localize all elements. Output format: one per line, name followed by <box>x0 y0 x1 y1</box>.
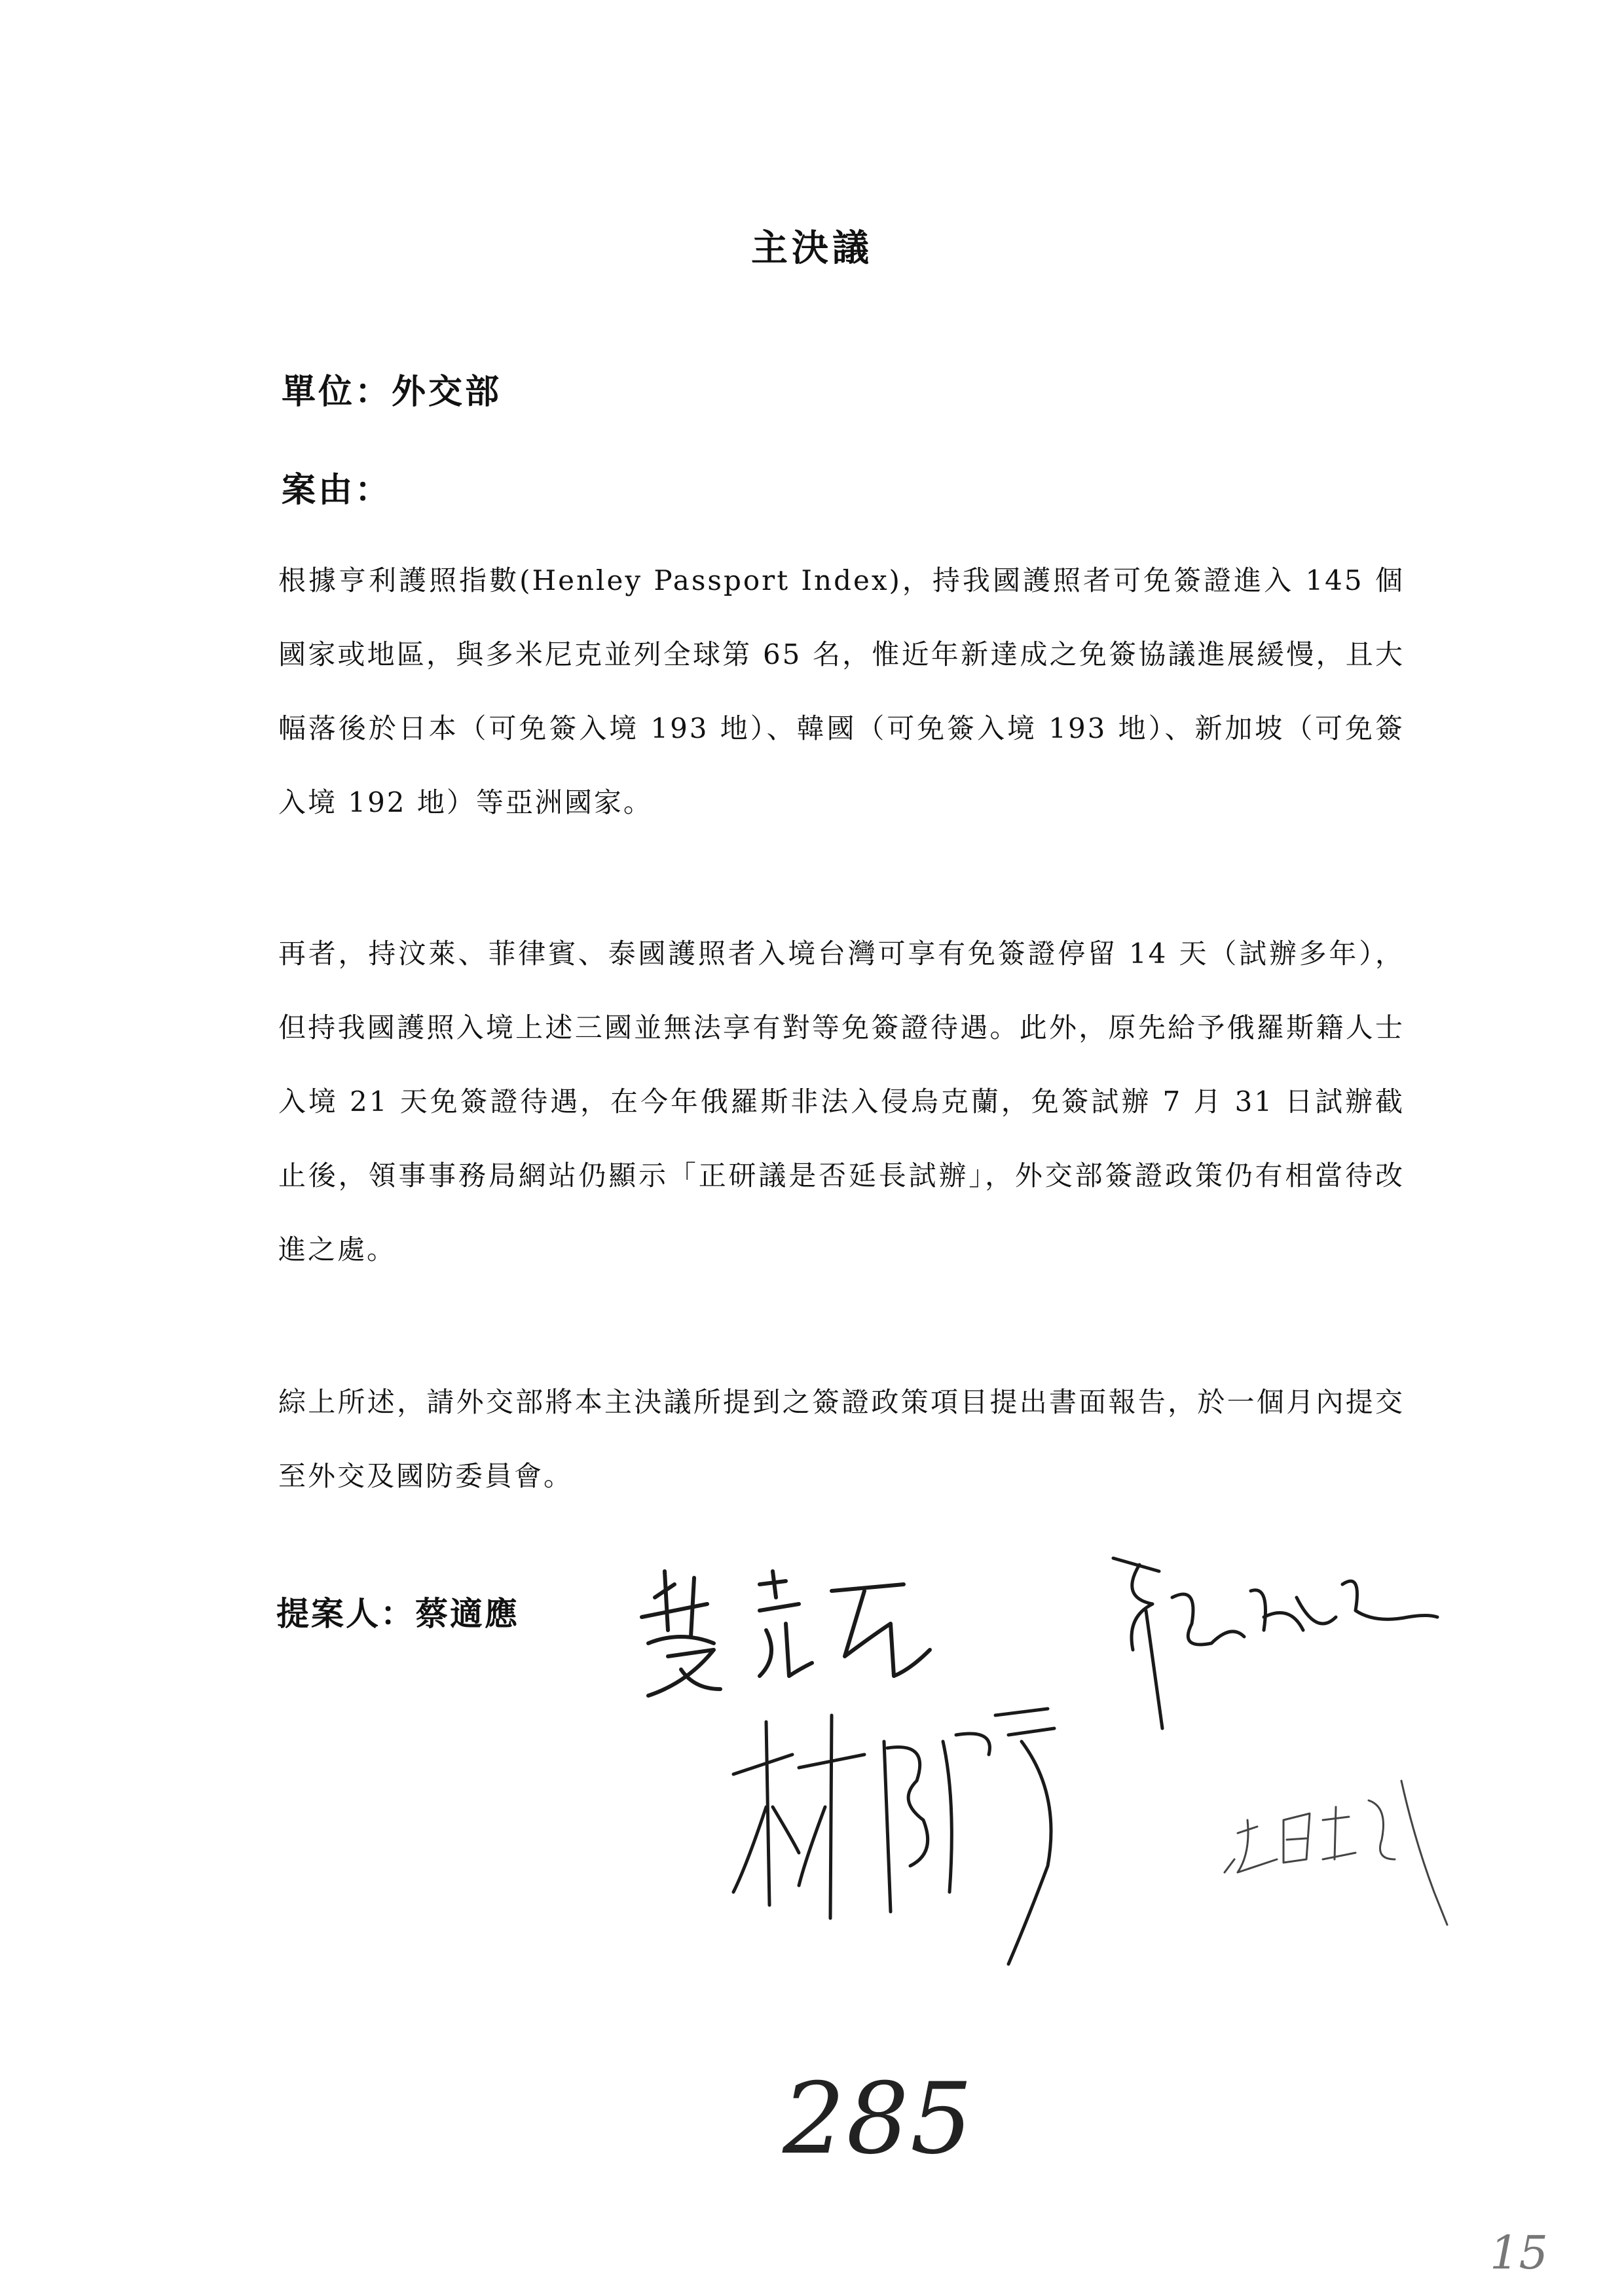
handwritten-signature-1 <box>629 1558 943 1709</box>
proposer-label: 提案人：蔡適應 <box>276 1594 519 1633</box>
handwritten-signature-4 <box>1218 1761 1480 1931</box>
page-title: 主決議 <box>751 227 873 270</box>
corner-handwritten-mark: 15 <box>1490 2226 1549 2280</box>
case-label: 案由： <box>282 470 392 510</box>
handwritten-signature-3 <box>720 1696 1087 1971</box>
unit-label: 單位：外交部 <box>282 372 502 412</box>
paragraph-passport-index: 根據亨利護照指數(Henley Passport Index)，持我國護照者可免簽證進入 145 個國家或地區，與多米尼克並列全球第 65 名，惟近年新達成之免簽協議進展緩慢，且大幅落後於日本（可免簽入境 193 地）、韓國（可免簽入境 193 地）、新加坡（可免簽入境 192 地）等亞洲國家。 <box>278 564 1405 818</box>
paragraph-visa-reciprocity: 再者，持汶萊、菲律賓、泰國護照者入境台灣可享有免簽證停留 14 天（試辦多年），但持我國護照入境上述三國並無法享有對等免簽證待遇。此外，原先給予俄羅斯籍人士入境 21 天免簽證待遇，在今年俄羅斯非法入侵烏克蘭，免簽試辦 7 月 31 日試辦截止後，領事事務局網站仍顯示「正研議是否延長試辦」，外交部簽證政策仍有相當待改進之處。 <box>278 938 1405 1266</box>
page-number: 285 <box>783 2062 974 2176</box>
handwritten-signature-2 <box>1100 1545 1441 1735</box>
paragraph-conclusion: 綜上所述，請外交部將本主決議所提到之簽證政策項目提出書面報告，於一個月內提交至外交及國防委員會。 <box>278 1386 1405 1492</box>
